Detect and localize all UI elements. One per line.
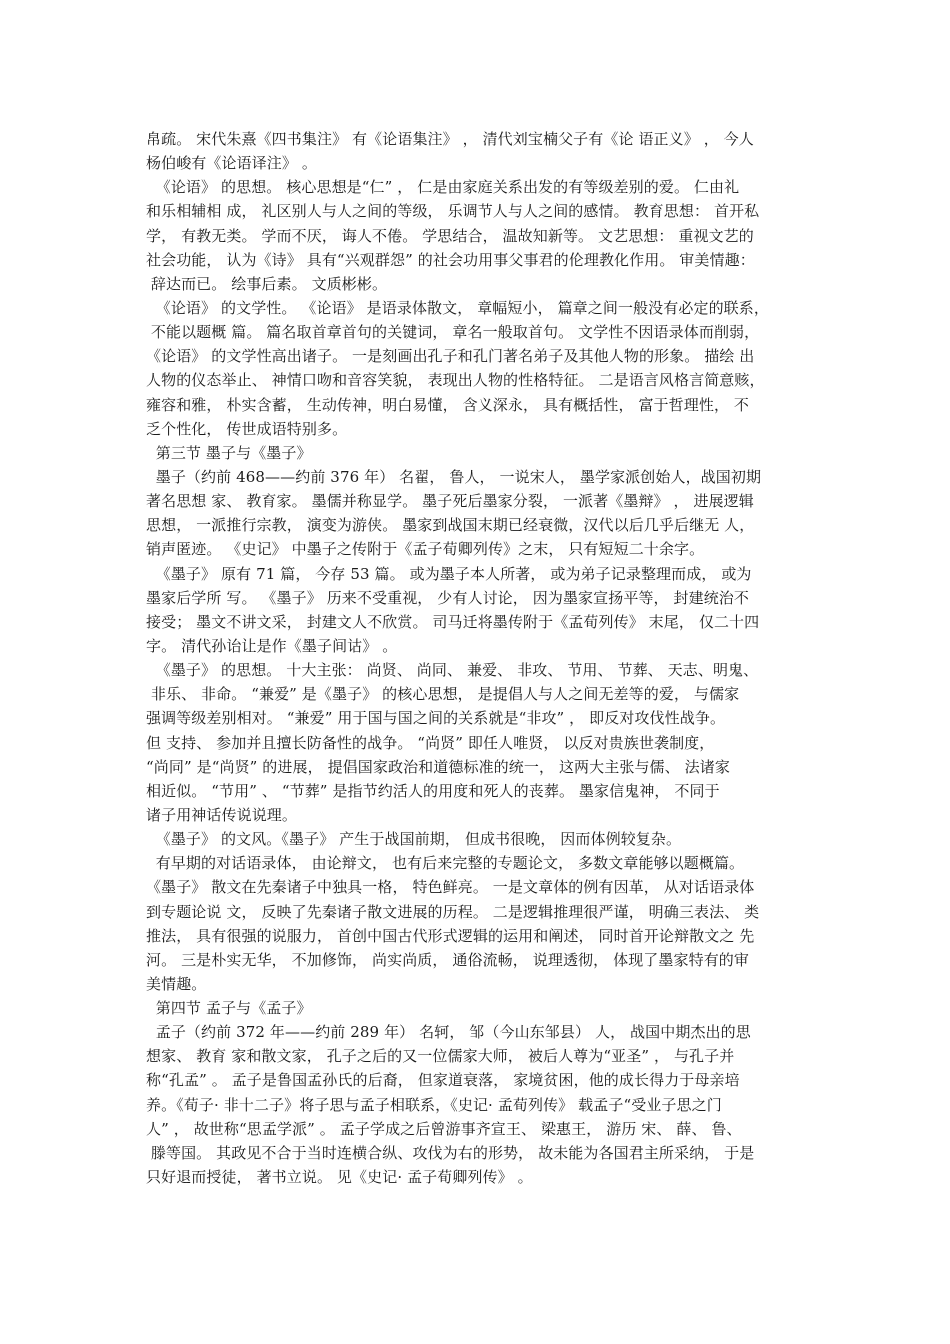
text-line: 《墨子》 的文风。《墨子》 产生于战国前期， 但成书很晚， 因而体例较复杂。: [146, 830, 682, 849]
text-line: 《论语》 的思想。 核心思想是“仁” ， 仁是由家庭关系出发的有等级差别的爱。 仁由礼: [146, 178, 740, 197]
text-line: 强调等级差别相对。 “兼爱” 用于国与国之间的关系就是“非攻” ， 即反对攻伐性战争。: [146, 709, 726, 728]
text-line: 《墨子》 的思想。 十大主张： 尚贤、 尚同、 兼爱、 非攻、 节用、 节葬、 天志、明鬼、: [146, 661, 759, 680]
text-line: 《论语》 的文学性高出诸子。 一是刻画出孔子和孔门著名弟子及其他人物的形象。 描绘 出: [146, 347, 755, 366]
text-line: 非乐、 非命。 “兼爱” 是《墨子》 的核心思想， 是提倡人与人之间无差等的爱， 与儒家: [146, 685, 740, 704]
text-line: 《墨子》 散文在先秦诸子中独具一格， 特色鲜亮。 一是文章体的例有因革， 从对话语录体: [146, 878, 755, 897]
text-line: 相近似。 “节用” 、 “节葬” 是指节约活人的用度和死人的丧葬。 墨家信鬼神， 不同于: [146, 781, 720, 800]
text-line: 诸子用神话传说说理。: [146, 805, 298, 824]
text-line: 孟子（约前 372 年——约前 289 年） 名轲， 邹（今山东邹县） 人， 战国中期杰出的思: [146, 1023, 751, 1042]
text-line: 不能以题概 篇。 篇名取首章首句的关键词， 章名一般取首句。 文学性不因语录体而削弱，: [146, 323, 760, 342]
text-line: 河。 三是朴实无华， 不加修饰， 尚实尚质， 通俗流畅， 说理透彻， 体现了墨家特有的审: [146, 950, 750, 969]
text-line: 只好退而授徒， 著书立说。 见《史记· 孟子荀卿列传》 。: [146, 1168, 533, 1187]
text-line: 学， 有教无类。 学而不厌， 诲人不倦。 学思结合， 温故知新等。 文艺思想： 重视文艺的: [146, 226, 754, 245]
text-line: 乏个性化， 传世成语特别多。: [146, 419, 348, 438]
text-line: 帛疏。 宋代朱熹《四书集注》 有《论语集注》 ， 清代刘宝楠父子有《论 语正义》 ， 今人: [146, 130, 754, 148]
text-line: 辞达而已。 绘事后素。 文质彬彬。: [146, 274, 388, 293]
text-line: 社会功能， 认为《诗》 具有“兴观群怨” 的社会功用事父事君的伦理教化作用。 审美情趣：: [146, 250, 755, 269]
text-line: 《论语》 的文学性。 《论语》 是语录体散文， 章幅短小， 篇章之间一般没有必定的联系，: [146, 298, 769, 317]
text-line: 但 支持、 参加并且擅长防备性的战争。 “尚贤” 即任人唯贤， 以反对贵族世袭制度，: [146, 733, 715, 752]
text-line: “尚同” 是“尚贤” 的进展， 提倡国家政治和道德标准的统一， 这两大主张与儒、 法诸家: [146, 757, 730, 776]
text-line: 《墨子》 原有 71 篇， 今存 53 篇。 或为墨子本人所著， 或为弟子记录整理而成， 或为: [146, 564, 752, 583]
text-line: 人” ， 故世称“思孟学派” 。 孟子学成之后曾游事齐宣王、 梁惠王， 游历 宋、 薛、 鲁、: [146, 1119, 742, 1138]
text-line: 和乐相辅相 成， 礼区别人与人之间的等级， 乐调节人与人之间的感情。 教育思想： 首开私: [146, 202, 760, 221]
text-line: 养。《荀子· 非十二子》将子思与孟子相联系，《史记· 孟荀列传》 载孟子“受业子思之门: [146, 1095, 722, 1114]
section-heading: 第三节 墨子与《墨子》: [146, 443, 312, 462]
text-line: 墨家后学所 写。 《墨子》 历来不受重视， 少有人讨论， 因为墨家宣扬平等， 封建统治不: [146, 588, 750, 607]
text-line: 有早期的对话语录体， 由论辩文， 也有后来完整的专题论文， 多数文章能够以题概篇。: [146, 854, 745, 873]
document-body: [146, 127, 816, 1189]
text-line: 人物的仪态举止、 神情口吻和音容笑貌， 表现出人物的性格特征。 二是语言风格言简意赅，: [146, 371, 765, 390]
text-line: 思想， 一派推行宗教， 演变为游侠。 墨家到战国末期已经衰微，汉代以后几乎后继无 人，: [146, 516, 755, 535]
text-line: 杨伯峻有《论语译注》 。: [146, 154, 317, 173]
text-line: 滕等国。 其政见不合于当时连横合纵、攻伐为右的形势， 故未能为各国君主所采纳， 于是: [146, 1143, 755, 1162]
section-heading: 第四节 孟子与《孟子》: [146, 999, 312, 1018]
text-line: 接受； 墨文不讲文采， 封建文人不欣赏。 司马迁将墨传附于《孟荀列传》 末尾， 仅二十四: [146, 612, 760, 631]
text-line: 想家、 教育 家和散文家， 孔子之后的又一位儒家大师， 被后人尊为“亚圣” ， 与孔子并: [146, 1047, 735, 1066]
text-line: 字。 清代孙诒让是作《墨子间诂》 。: [146, 636, 398, 655]
text-line: 著名思想 家、 教育家。 墨儒并称显学。 墨子死后墨家分裂， 一派著《墨辩》 ， 进展逻辑: [146, 492, 754, 511]
text-line: 称“孔孟” 。 孟子是鲁国孟孙氏的后裔， 但家道衰落， 家境贫困，他的成长得力于母亲培: [146, 1071, 740, 1090]
text-line: 推法， 具有很强的说服力， 首创中国古代形式逻辑的运用和阐述， 同时首开论辩散文之 先: [146, 926, 755, 945]
text-line: 墨子（约前 468——约前 376 年） 名翟， 鲁人， 一说宋人， 墨学家派创始人，战国初期: [146, 467, 762, 486]
text-line: 到专题论说 文， 反映了先秦诸子散文进展的历程。 二是逻辑推理很严谨， 明确三表法、 类: [146, 902, 760, 921]
text-line: 美情趣。: [146, 974, 207, 993]
text-line: 雍容和雅， 朴实含蓄， 生动传神，明白易懂， 含义深永， 具有概括性， 富于哲理性， 不: [146, 395, 750, 414]
text-line: 销声匿迹。 《史记》 中墨子之传附于《孟子荀卿列传》之末， 只有短短二十余字。: [146, 540, 705, 559]
